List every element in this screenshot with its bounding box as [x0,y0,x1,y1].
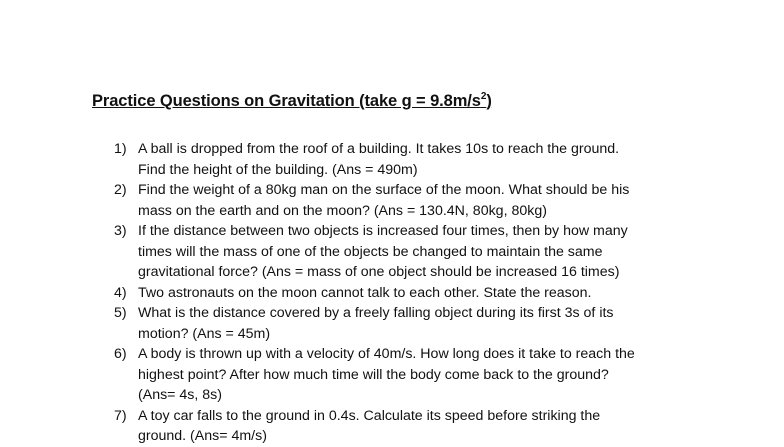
question-line: Find the height of the building. (Ans = 490m) [138,161,418,178]
question-list [114,139,694,447]
page-title [92,92,492,111]
question-line: times will the mass of one of the objects be changed to maintain the same [138,243,603,260]
question-number: 7) [114,407,127,424]
question-item-4 [114,283,694,304]
question-number: 6) [114,346,127,362]
question-number: 3) [114,223,127,239]
question-line: mass on the earth and on the moon? (Ans = 130.4N, 80kg, 80kg) [138,202,547,219]
question-line: Two astronauts on the moon cannot talk to each other. State the reason. [138,284,592,301]
question-item-7 [114,406,694,447]
title-superscript: 2 [480,91,487,102]
question-line: A ball is dropped from the roof of a building. It takes 10s to reach the ground. [138,141,620,157]
question-line: Find the weight of a 80kg man on the surface of the moon. What should be his [138,182,630,198]
question-line: motion? (Ans = 45m) [138,325,271,342]
title-close-paren: ) [486,92,492,110]
question-line: highest point? After how much time will the body come back to the ground? [138,366,609,383]
question-line: ground. (Ans= 4m/s) [138,428,267,444]
question-line: A body is thrown up with a velocity of 40m/s. How long does it take to reach the [138,346,635,362]
question-line: What is the distance covered by a freely falling object during its first 3s of its [138,305,614,321]
question-line: gravitational force? (Ans = mass of one object should be increased 16 times) [138,264,620,280]
question-number: 4) [114,284,127,301]
question-item-3 [114,221,694,283]
question-line: A toy car falls to the ground in 0.4s. Calculate its speed before striking the [138,407,601,424]
question-item-1 [114,139,694,180]
question-number: 2) [114,182,127,198]
question-item-5 [114,303,694,344]
question-number: 1) [114,141,127,157]
question-item-6 [114,344,694,406]
question-number: 5) [114,305,127,321]
question-line: If the distance between two objects is increased four times, then by how many [138,223,628,239]
question-line: (Ans= 4s, 8s) [138,387,222,403]
title-text: Practice Questions on Gravitation (take g = 9.8m/s [92,92,481,110]
question-item-2 [114,180,694,221]
